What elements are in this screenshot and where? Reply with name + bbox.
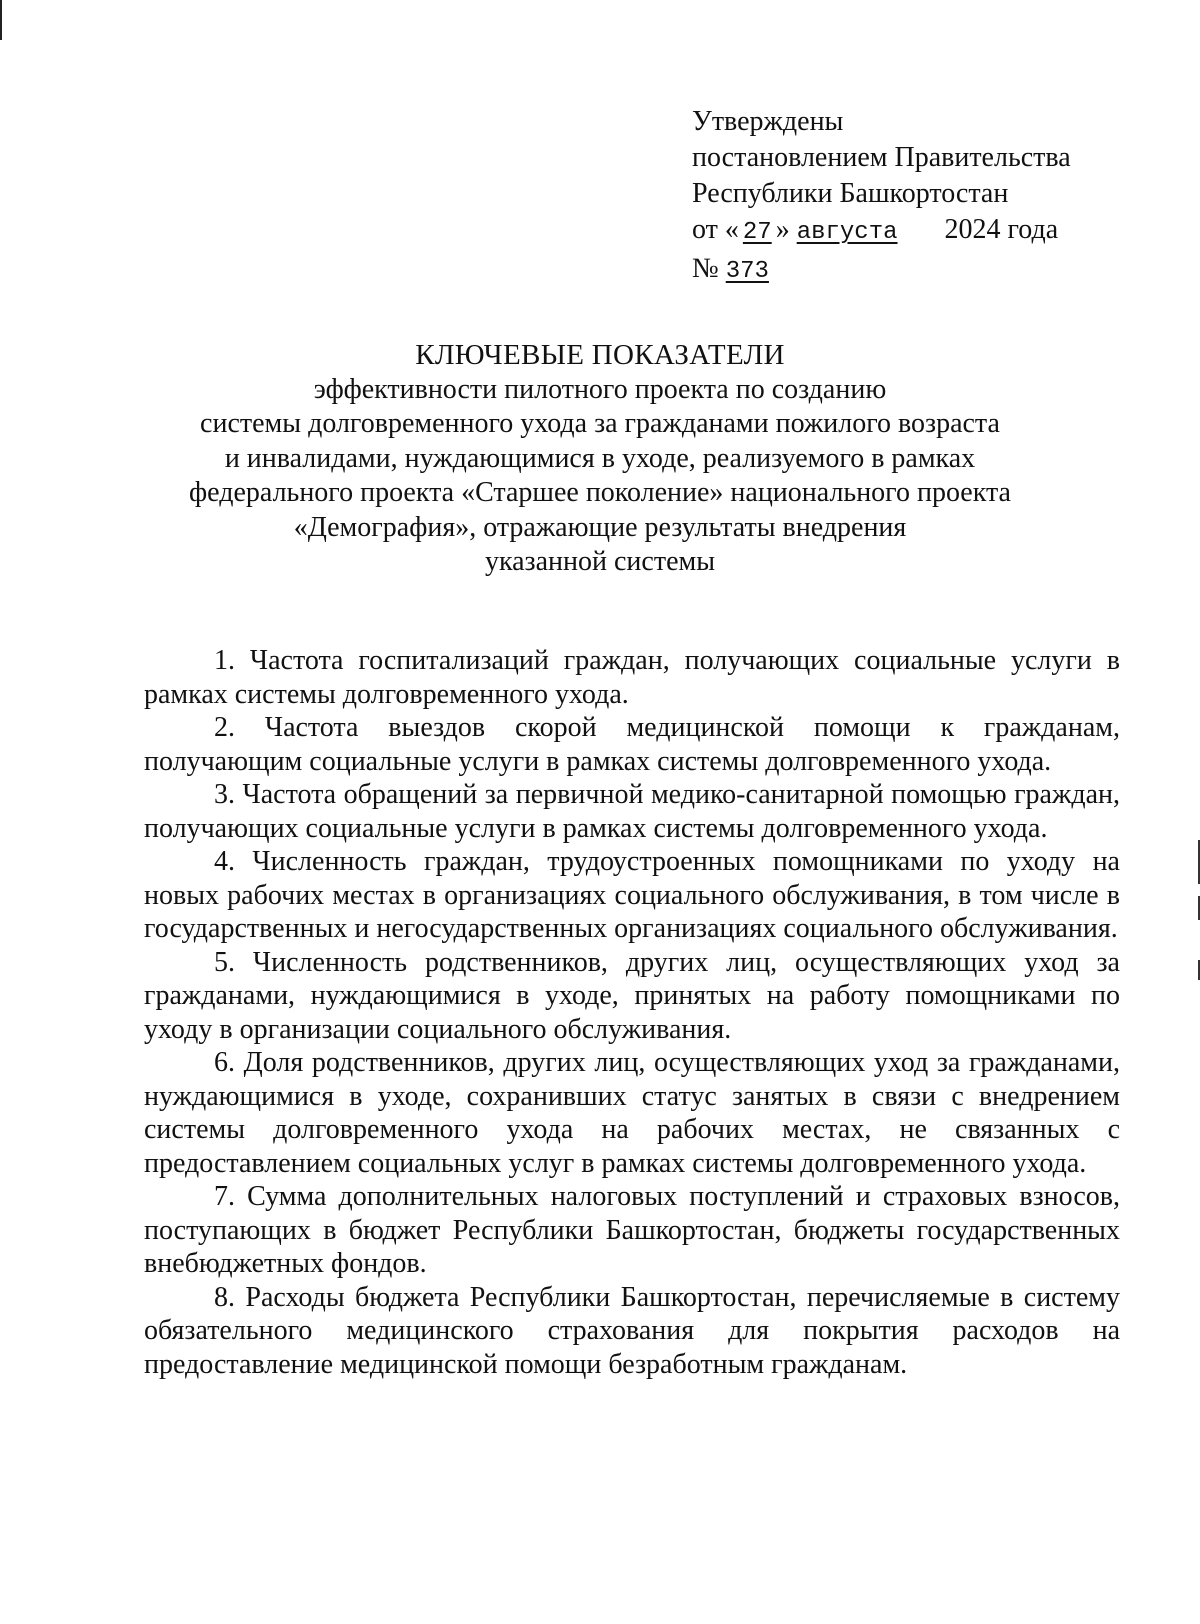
document-title [0,338,1200,580]
indicator-item: 3. Частота обращений за первичной медико-санитарной помощью граждан, получающих социальные услуги в рамках системы долговременного ухода. [144,779,1120,844]
approval-date [692,212,1112,251]
indicator-item: 1. Частота госпитализаций граждан, получающих социальные услуги в рамках системы долговременного ухода. [144,645,1120,710]
date-quote-close: » [775,214,790,245]
title-line: «Демография», отражающие результаты внедрения [293,511,907,543]
title-line: системы долговременного ухода за гражданами пожилого возраста [200,408,1000,439]
title-heading: КЛЮЧЕВЫЕ ПОКАЗАТЕЛИ [415,339,785,371]
title-line: указанной системы [484,546,716,577]
number-prefix: № [692,253,719,284]
scan-edge-mark [0,0,2,40]
title-line: и инвалидами, нуждающимися в уходе, реализуемого в рамках [224,442,976,474]
indicator-list [144,644,1120,1381]
title-line: эффективности пилотного проекта по созданию [313,373,887,405]
title-line: федерального проекта «Старшее поколение» национального проекта [189,477,1011,508]
indicator-item: 6. Доля родственников, других лиц, осуществляющих уход за гражданами, нуждающимися в уходе, сохранивших статус занятых в связи с внедрением системы долговременного ухода на рабочих местах, не связанных с предоставлением социальных услуг в рамках системы долговременного ухода. [144,1047,1120,1179]
indicator-item: 4. Численность граждан, трудоустроенных помощниками по уходу на новых рабочих местах в организациях социального обслуживания, в том числе в государственных и негосударственных организациях социального обслуживания. [144,846,1120,944]
indicator-item: 7. Сумма дополнительных налоговых поступлений и страховых взносов, поступающих в бюджет Республики Башкортостан, бюджеты государственных внебюджетных фондов. [144,1181,1120,1279]
approval-stamp-block [692,104,1112,290]
date-day: 27 [742,219,772,246]
approval-line: постановлением Правительства [692,142,1071,173]
approval-number [692,251,1112,290]
date-year: 2024 года [944,214,1059,245]
approval-line: Республики Башкортостан [692,178,1009,209]
number-value: 373 [725,258,769,285]
indicator-item: 2. Частота выездов скорой медицинской помощи к гражданам, получающим социальные услуги в рамках системы долговременного ухода. [144,712,1120,777]
approval-line: Утверждены [692,106,844,137]
indicator-item: 8. Расходы бюджета Республики Башкортостан, перечисляемые в систему обязательного медицинского страхования для покрытия расходов на предоставление медицинской помощи безработным гражданам. [144,1281,1120,1380]
indicator-item: 5. Численность родственников, других лиц, осуществляющих уход за гражданами, нуждающимися в уходе, принятых на работу помощниками по уходу в организации социального обслуживания. [144,946,1120,1045]
date-prefix: от « [692,214,739,245]
date-month: августа [796,219,898,246]
